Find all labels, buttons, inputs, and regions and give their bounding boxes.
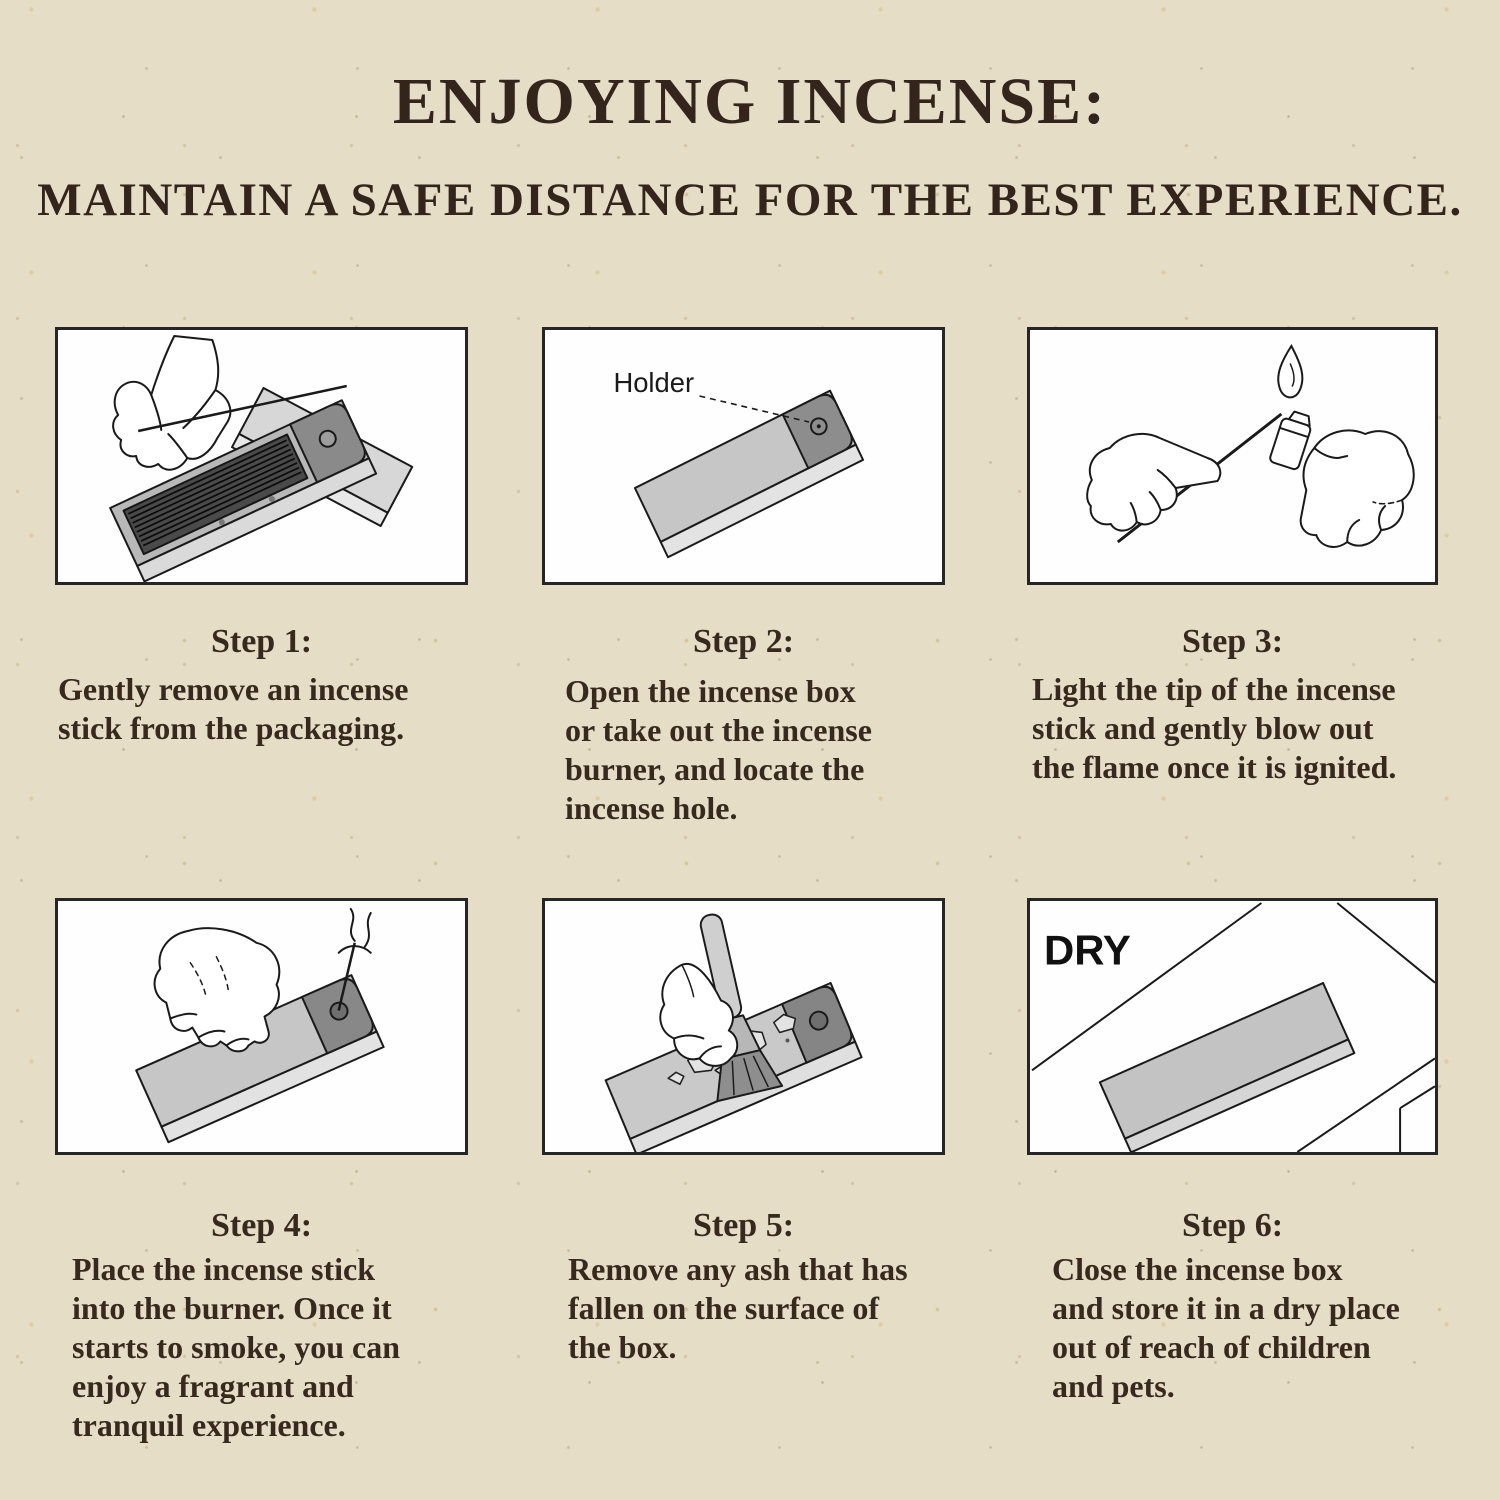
hand-removing-stick-illustration xyxy=(58,330,465,582)
step-4-heading: Step 4: xyxy=(210,1207,313,1244)
step-5-heading: Step 5: xyxy=(692,1207,795,1244)
incense-box-holder-illustration xyxy=(545,330,942,582)
text-line: Open the incense box xyxy=(565,673,856,709)
step-6-heading: Step 6: xyxy=(1181,1207,1284,1244)
step-2-heading: Step 2: xyxy=(692,623,795,660)
text-line: stick from the packaging. xyxy=(58,710,405,746)
text-line: the flame once it is ignited. xyxy=(1032,749,1397,785)
text-line: enjoy a fragrant and xyxy=(72,1368,354,1404)
step-5-text xyxy=(568,1250,908,1367)
dry-label: DRY xyxy=(1043,926,1131,974)
lighting-incense-illustration xyxy=(1030,330,1435,582)
text-line: fallen on the surface of xyxy=(568,1290,880,1326)
text-line: and store it in a dry place xyxy=(1052,1290,1400,1326)
text-line: stick and gently blow out xyxy=(1032,710,1374,746)
incense-box-drawing xyxy=(1100,983,1355,1152)
step-2-text xyxy=(565,672,872,828)
text-line: tranquil experience. xyxy=(72,1407,346,1443)
step-6-illustration-panel xyxy=(1027,898,1438,1155)
page-title: ENJOYING INCENSE: xyxy=(392,65,1108,138)
text-line: Place the incense stick xyxy=(72,1251,376,1287)
text-line: Close the incense box xyxy=(1052,1251,1343,1287)
right-hand-drawing xyxy=(1301,430,1414,546)
step-1-heading: Step 1: xyxy=(210,623,313,660)
text-line: starts to smoke, you can xyxy=(72,1329,400,1365)
step-2-illustration-panel xyxy=(542,327,945,585)
dry-storage-illustration xyxy=(1030,901,1435,1152)
step-4-text xyxy=(72,1250,400,1445)
hand-drawing xyxy=(155,928,280,1051)
text-line: Light the tip of the incense xyxy=(1032,671,1396,707)
flame-drawing xyxy=(1278,346,1302,397)
step-5-illustration-panel xyxy=(542,898,945,1155)
incense-box-drawing xyxy=(635,391,863,558)
text-line: the box. xyxy=(568,1329,677,1365)
left-hand-drawing xyxy=(1087,434,1220,531)
page-subtitle: MAINTAIN A SAFE DISTANCE FOR THE BEST EXPERIENCE. xyxy=(37,174,1463,226)
smoke-drawing xyxy=(339,909,371,953)
text-line: incense hole. xyxy=(565,790,738,826)
text-line: burner, and locate the xyxy=(565,751,865,787)
text-line: Gently remove an incense xyxy=(58,671,409,707)
hand-drawing xyxy=(113,336,230,470)
step-4-illustration-panel xyxy=(55,898,468,1155)
step-1-text xyxy=(58,670,408,748)
brushing-ash-illustration xyxy=(545,901,942,1152)
text-line: into the burner. Once it xyxy=(72,1290,392,1326)
step-3-text xyxy=(1032,670,1396,787)
step-6-text xyxy=(1052,1250,1400,1406)
text-line: or take out the incense xyxy=(565,712,872,748)
text-line: and pets. xyxy=(1052,1368,1175,1404)
holder-label: Holder xyxy=(613,366,695,399)
burning-incense-illustration xyxy=(58,901,465,1152)
text-line: out of reach of children xyxy=(1052,1329,1371,1365)
step-3-heading: Step 3: xyxy=(1181,623,1284,660)
step-1-illustration-panel xyxy=(55,327,468,585)
step-3-illustration-panel xyxy=(1027,327,1438,585)
text-line: Remove any ash that has xyxy=(568,1251,908,1287)
